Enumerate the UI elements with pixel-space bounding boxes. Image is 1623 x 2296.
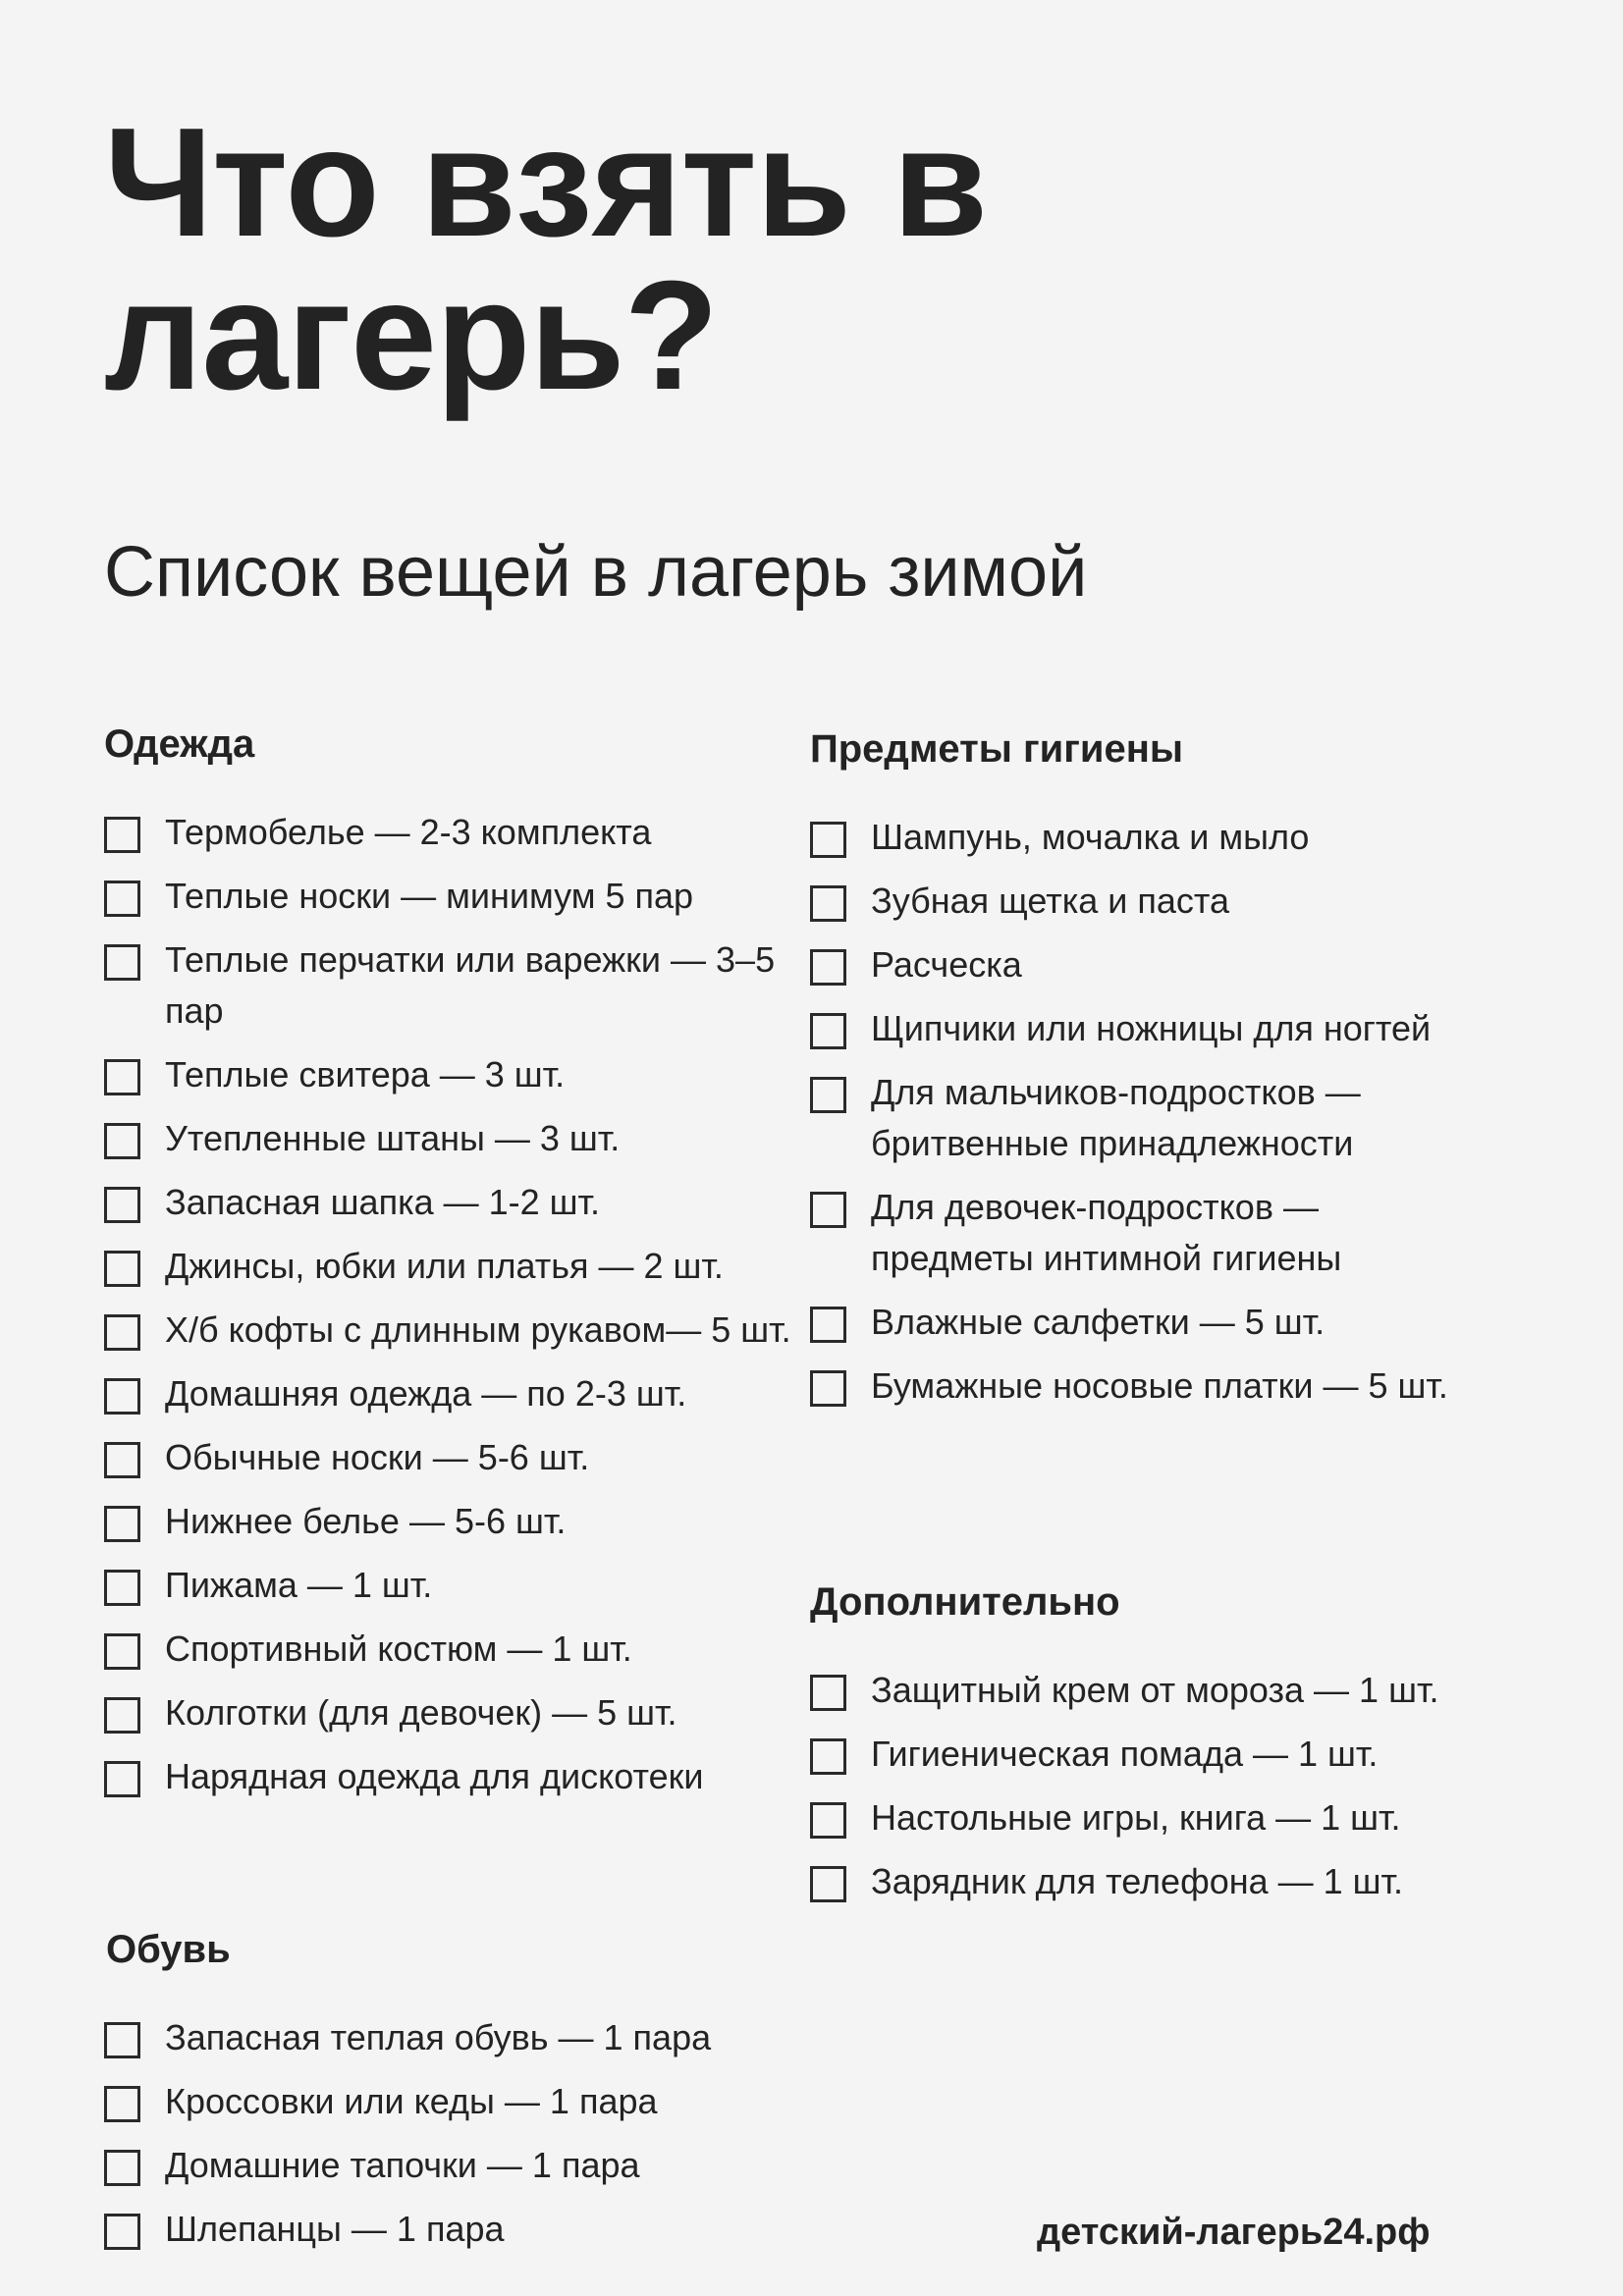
checklist-item [104, 934, 791, 1037]
checklist-item-label: Утепленные штаны — 3 шт. [165, 1118, 621, 1158]
title-line-2: лагерь? [104, 249, 719, 422]
checkbox[interactable] [104, 1251, 140, 1287]
checklist-item-label: Зубная щетка и паста [871, 881, 1229, 921]
checklist-item-label: Нижнее белье — 5-6 шт. [165, 1501, 567, 1541]
checkbox[interactable] [104, 1314, 140, 1351]
section-title-clothes: Одежда [104, 722, 255, 766]
checklist-item [104, 1177, 791, 1228]
checkbox[interactable] [104, 2022, 140, 2058]
checkbox[interactable] [810, 949, 846, 986]
checklist-item [104, 2076, 791, 2127]
checkbox[interactable] [104, 1570, 140, 1606]
checklist-hygiene [810, 812, 1478, 1412]
checklist-item [104, 1049, 791, 1100]
checklist-item-label: Бумажные носовые платки — 5 шт. [871, 1365, 1448, 1406]
checklist-item-label: Запасная шапка — 1-2 шт. [165, 1182, 601, 1222]
checkbox[interactable] [810, 1013, 846, 1049]
checklist-clothes [104, 807, 791, 1802]
checklist-item [104, 807, 791, 858]
checklist-item [104, 1305, 791, 1356]
checklist-item [810, 1665, 1478, 1716]
checkbox[interactable] [810, 1370, 846, 1407]
checklist-item [104, 1624, 791, 1675]
checkbox[interactable] [104, 2214, 140, 2250]
section-title-shoes: Обувь [106, 1928, 231, 1971]
checklist-item [810, 1792, 1478, 1843]
checklist-item-label: Домашние тапочки — 1 пара [165, 2145, 640, 2185]
checklist-item-label: Гигиеническая помада — 1 шт. [871, 1734, 1379, 1774]
checklist-item-label: Шампунь, мочалка и мыло [871, 817, 1310, 857]
checklist-item [810, 1067, 1478, 1169]
checklist-item-label: Для девочек-подростков — предметы интимной гигиены [871, 1187, 1342, 1278]
checkbox[interactable] [810, 1307, 846, 1343]
checkbox[interactable] [104, 881, 140, 917]
checklist-extra [810, 1665, 1478, 1907]
checklist-item-label: Щипчики или ножницы для ногтей [871, 1008, 1432, 1048]
checklist-item-label: Теплые носки — минимум 5 пар [165, 876, 694, 916]
checklist-item-label: Обычные носки — 5-6 шт. [165, 1437, 590, 1477]
checklist-item [104, 1751, 791, 1802]
checklist-item [810, 812, 1478, 863]
section-title-extra: Дополнительно [810, 1580, 1120, 1624]
checkbox[interactable] [104, 2150, 140, 2186]
checkbox[interactable] [104, 1123, 140, 1159]
checklist-item-label: Шлепанцы — 1 пара [165, 2209, 505, 2249]
checklist-item-label: Зарядник для телефона — 1 шт. [871, 1861, 1404, 1901]
checkbox[interactable] [810, 885, 846, 922]
checklist-item [810, 1297, 1478, 1348]
title-line-1: Что взять в [104, 96, 988, 269]
checklist-item [104, 1560, 791, 1611]
checklist-item-label: Домашняя одежда — по 2-3 шт. [165, 1373, 687, 1414]
checklist-item-label: Защитный крем от мороза — 1 шт. [871, 1670, 1439, 1710]
checkbox[interactable] [810, 1738, 846, 1775]
checklist-item [810, 1856, 1478, 1907]
checklist-item-label: Теплые свитера — 3 шт. [165, 1054, 566, 1095]
checklist-item [104, 1368, 791, 1419]
checklist-item-label: Спортивный костюм — 1 шт. [165, 1629, 632, 1669]
checkbox[interactable] [104, 1761, 140, 1797]
checkbox[interactable] [104, 1187, 140, 1223]
checklist-item-label: Х/б кофты с длинным рукавом— 5 шт. [165, 1309, 791, 1350]
checklist-item [810, 1361, 1478, 1412]
checkbox[interactable] [104, 1633, 140, 1670]
checklist-shoes [104, 2012, 791, 2255]
checklist-item [810, 876, 1478, 927]
checkbox[interactable] [810, 1192, 846, 1228]
checklist-item-label: Для мальчиков-подростков — бритвенные принадлежности [871, 1072, 1361, 1163]
checklist-item [104, 871, 791, 922]
checkbox[interactable] [104, 1059, 140, 1095]
checklist-item-label: Пижама — 1 шт. [165, 1565, 433, 1605]
checkbox[interactable] [810, 1675, 846, 1711]
checklist-item [104, 1496, 791, 1547]
checklist-item-label: Кроссовки или кеды — 1 пара [165, 2081, 658, 2121]
checklist-item [810, 1003, 1478, 1054]
checklist-item-label: Настольные игры, книга — 1 шт. [871, 1797, 1401, 1838]
page-title [104, 96, 1380, 422]
checklist-item-label: Влажные салфетки — 5 шт. [871, 1302, 1325, 1342]
checklist-item-label: Джинсы, юбки или платья — 2 шт. [165, 1246, 724, 1286]
checklist-item-label: Запасная теплая обувь — 1 пара [165, 2017, 712, 2057]
checklist-item [104, 1687, 791, 1738]
checkbox[interactable] [104, 1506, 140, 1542]
checklist-item-label: Теплые перчатки или варежки — 3–5 пар [165, 939, 776, 1031]
checklist-item [104, 1432, 791, 1483]
checkbox[interactable] [810, 1802, 846, 1839]
checklist-item [810, 1729, 1478, 1780]
checkbox[interactable] [810, 822, 846, 858]
checklist-item [104, 2140, 791, 2191]
checkbox[interactable] [810, 1866, 846, 1902]
section-title-hygiene: Предметы гигиены [810, 727, 1184, 771]
checkbox[interactable] [104, 1378, 140, 1415]
checklist-item [810, 1182, 1478, 1284]
page-subtitle: Список вещей в лагерь зимой [104, 533, 1088, 612]
checkbox[interactable] [104, 1697, 140, 1734]
checklist-item-label: Термобелье — 2-3 комплекта [165, 812, 652, 852]
website-link[interactable]: детский-лагерь24.рф [1037, 2212, 1431, 2253]
checklist-item-label: Колготки (для девочек) — 5 шт. [165, 1692, 677, 1733]
checkbox[interactable] [104, 1442, 140, 1478]
checkbox[interactable] [104, 944, 140, 981]
checklist-item [104, 1241, 791, 1292]
checkbox[interactable] [104, 2086, 140, 2122]
checklist-item [104, 2012, 791, 2063]
checkbox[interactable] [810, 1077, 846, 1113]
checklist-item [104, 1113, 791, 1164]
checklist-item [810, 939, 1478, 990]
checklist-item [104, 2204, 791, 2255]
checklist-item-label: Нарядная одежда для дискотеки [165, 1756, 704, 1796]
checkbox[interactable] [104, 817, 140, 853]
checklist-item-label: Расческа [871, 944, 1022, 985]
